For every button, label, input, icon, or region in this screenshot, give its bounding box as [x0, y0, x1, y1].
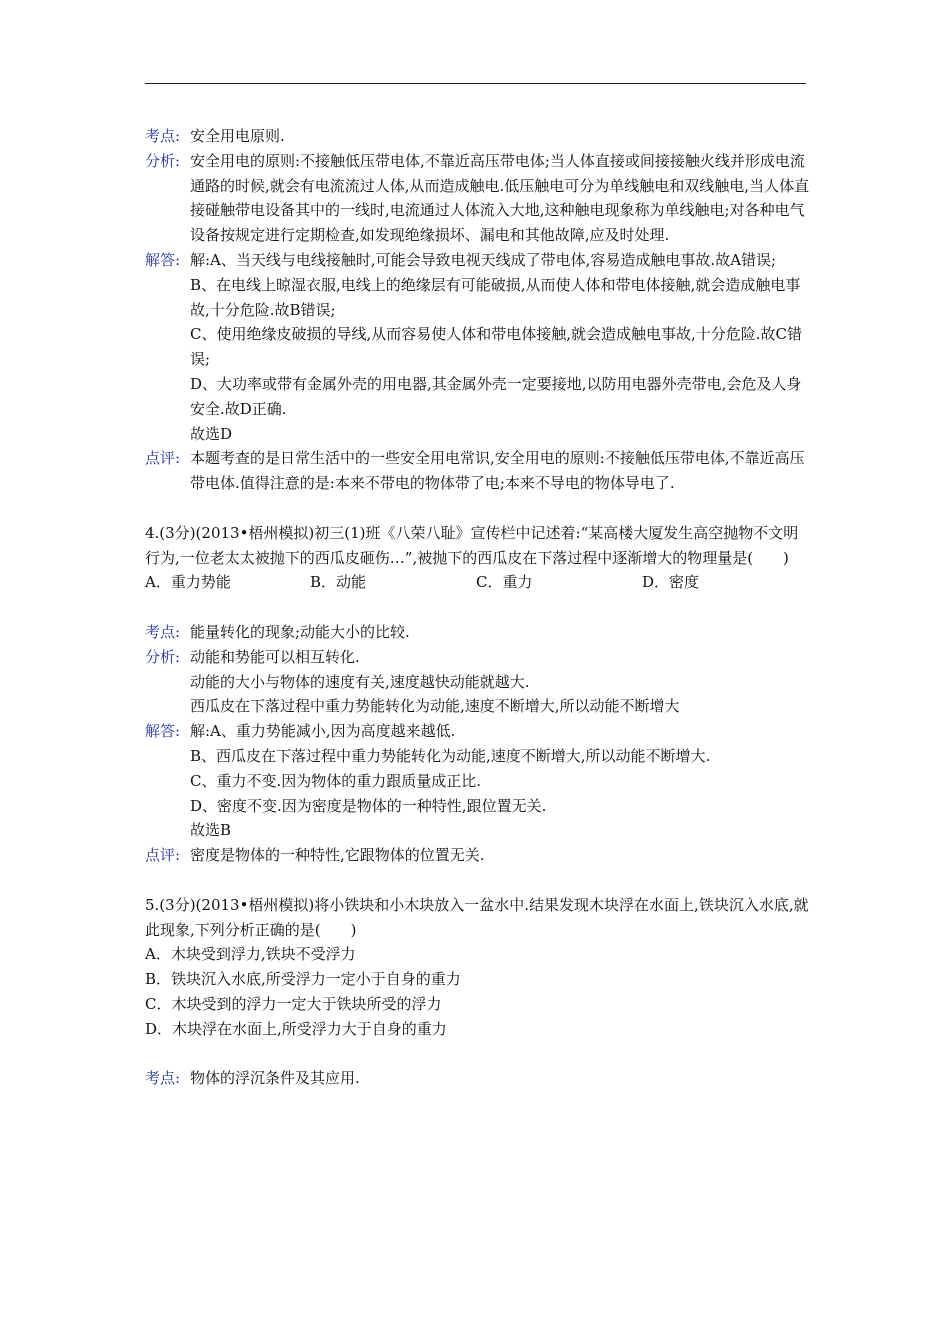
- q4-option-d: D．密度: [642, 573, 700, 592]
- kaodian-label: 考点:: [145, 1069, 181, 1088]
- q5-kaodian-text: 物体的浮沉条件及其应用.: [190, 1069, 360, 1088]
- document-page: [145, 124, 810, 1091]
- q5-option-a: A．木块受到浮力,铁块不受浮力: [145, 945, 356, 964]
- q3-kaodian-text: 安全用电原则.: [190, 127, 285, 145]
- q4-fenxi-line-3: 西瓜皮在下落过程中重力势能转化为动能,速度不断增大,所以动能不断增大: [190, 697, 680, 716]
- q3-kaodian: [145, 124, 810, 149]
- q3-jieda-line-a: 解:A、当天线与电线接触时,可能会导致电视天线成了带电体,容易造成触电事故.故A错误;: [190, 250, 777, 269]
- q4-jieda: [145, 719, 810, 744]
- q4-dianping-text: 密度是物体的一种特性,它跟物体的位置无关.: [190, 846, 485, 865]
- q5-question: 5.(3分)(2013•梧州模拟)将小铁块和小木块放入一盆水中.结果发现木块浮在水面上,铁块沉入水底,就此现象,下列分析正确的是( ): [145, 895, 809, 939]
- q3-jieda: [145, 248, 810, 273]
- q5-option-c: C．木块受到的浮力一定大于铁块所受的浮力: [145, 994, 442, 1013]
- q4-option-a: A．重力势能: [145, 573, 231, 592]
- jieda-label: 解答:: [145, 722, 181, 741]
- q4-options: [145, 570, 810, 595]
- q4-jieda-line-b: B、西瓜皮在下落过程中重力势能转化为动能,速度不断增大,所以动能不断增大.: [190, 746, 711, 765]
- q4-jieda-line-a: 解:A、重力势能减小,因为高度越来越低.: [190, 722, 456, 741]
- q3-dianping-text: 本题考查的是日常生活中的一些安全用电常识,安全用电的原则:不接触低压带电体,不靠近高压带电体.值得注意的是:本来不带电的物体带了电;本来不导电的物体导电了.: [190, 449, 805, 493]
- q4-question: 4.(3分)(2013•梧州模拟)初三(1)班《八荣八耻》宣传栏中记述着:“某高楼大厦发生高空抛物不文明行为,一位老太太被抛下的西瓜皮砸伤…”,被抛下的西瓜皮在下落过程中逐渐增大的物理量是( ): [145, 523, 799, 567]
- q5-kaodian: [145, 1066, 810, 1091]
- q4-jieda-line-c: C、重力不变.因为物体的重力跟质量成正比.: [190, 771, 482, 790]
- q3-jieda-answer: 故选D: [190, 424, 233, 443]
- q3-jieda-line-c: C、使用绝缘皮破损的导线,从而容易使人体和带电体接触,就会造成触电事故,十分危险.故C错误;: [190, 325, 803, 369]
- kaodian-label: 考点:: [145, 622, 181, 641]
- q3-jieda-line-d: D、大功率或带有金属外壳的用电器,其金属外壳一定要接地,以防用电器外壳带电,会危及人身安全.故D正确.: [190, 374, 802, 418]
- q4-kaodian-text: 能量转化的现象;动能大小的比较.: [190, 622, 410, 641]
- q4-jieda-line-d: D、密度不变.因为密度是物体的一种特性,跟位置无关.: [190, 796, 547, 815]
- q3-fenxi: [145, 149, 810, 248]
- fenxi-label: 分析:: [145, 647, 181, 666]
- q4-fenxi: [145, 645, 810, 670]
- fenxi-label: 分析:: [145, 151, 181, 170]
- q4-option-b: B．动能: [310, 573, 367, 592]
- kaodian-label: 考点:: [145, 127, 181, 145]
- q4-kaodian: [145, 620, 810, 645]
- jieda-label: 解答:: [145, 250, 181, 269]
- header-rule: [145, 83, 806, 84]
- q5-option-b: B．铁块沉入水底,所受浮力一定小于自身的重力: [145, 970, 461, 989]
- q3-jieda-line-b: B、在电线上晾湿衣服,电线上的绝缘层有可能破损,从而使人体和带电体接触,就会造成触电事故,十分危险.故B错误;: [190, 275, 801, 319]
- q4-fenxi-line-2: 动能的大小与物体的速度有关,速度越快动能就越大.: [190, 672, 530, 691]
- q3-dianping: [145, 446, 810, 496]
- q4-jieda-answer: 故选B: [190, 821, 232, 840]
- dianping-label: 点评:: [145, 846, 181, 865]
- q5-option-d: D．木块浮在水面上,所受浮力大于自身的重力: [145, 1019, 447, 1038]
- q4-option-c: C．重力: [476, 573, 533, 592]
- q4-dianping: [145, 843, 810, 868]
- dianping-label: 点评:: [145, 449, 181, 468]
- q3-fenxi-text: 安全用电的原则:不接触低压带电体,不靠近高压带电体;当人体直接或间接接触火线并形成电流通路的时候,就会有电流流过人体,从而造成触电.低压触电可分为单线触电和双线触电,当人体直接碰触带电设备其中的一线时,电流通过人体流入大地,这种触电现象称为单线触电;对各种电气设备按规定进行定期检查,如发现绝缘损坏、漏电和其他故障,应及时处理.: [190, 151, 810, 245]
- q4-fenxi-line-1: 动能和势能可以相互转化.: [190, 647, 360, 666]
